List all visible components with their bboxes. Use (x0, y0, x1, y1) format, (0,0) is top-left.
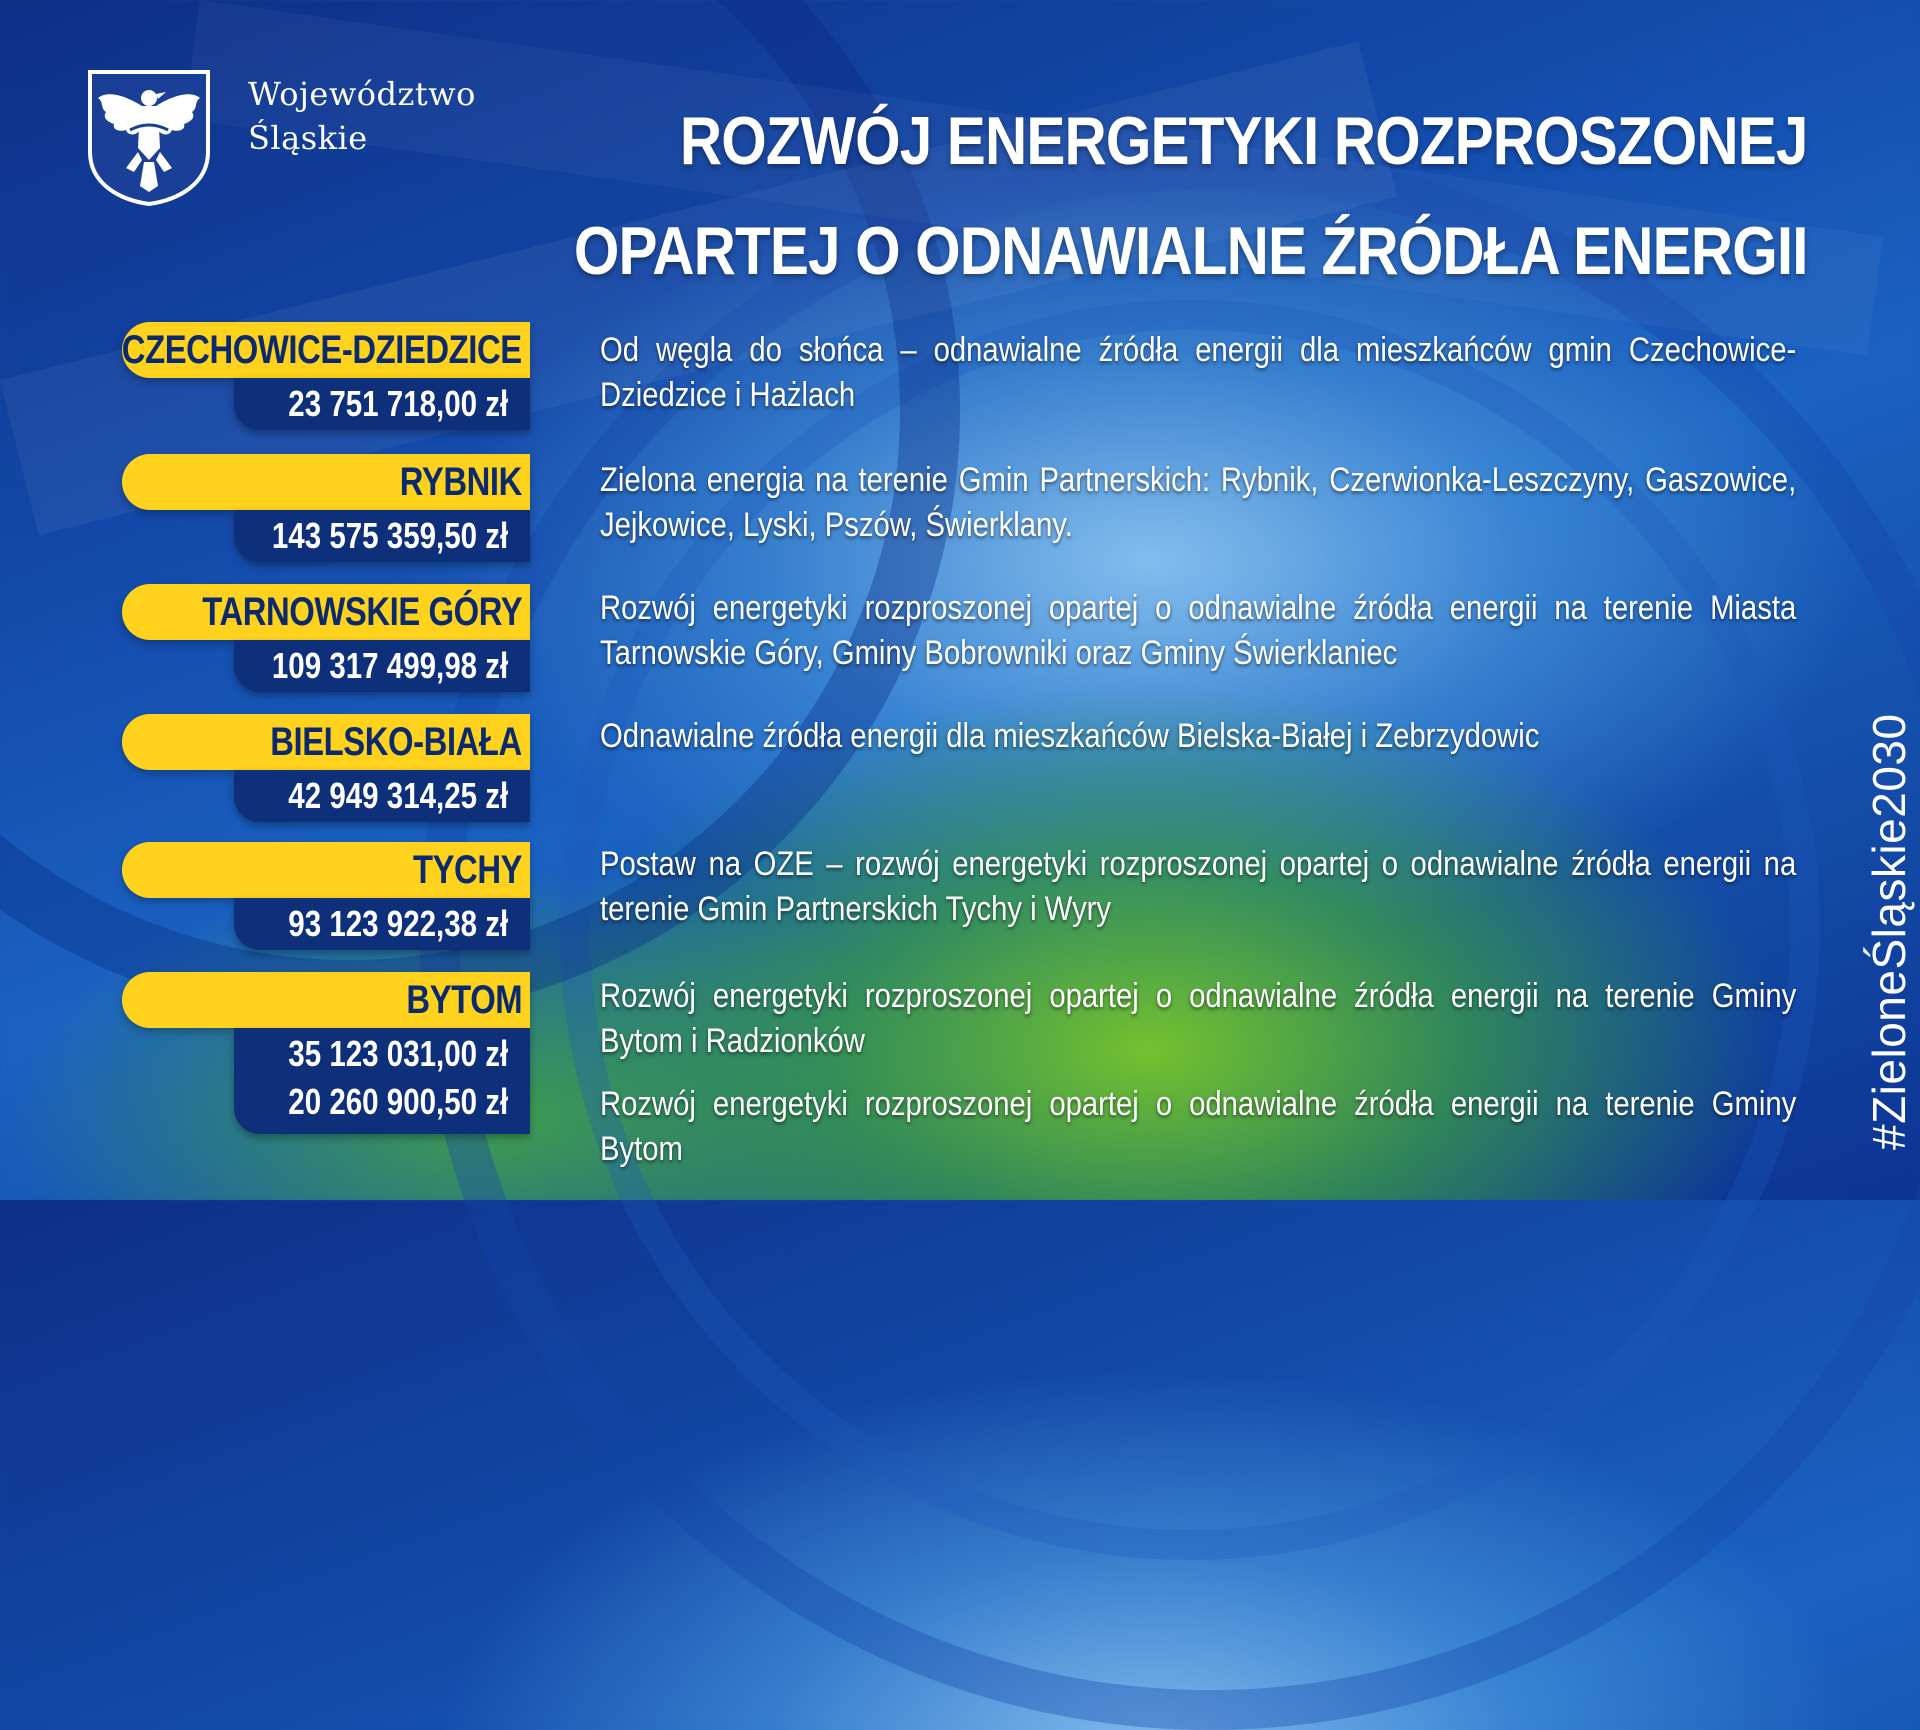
city-label (122, 322, 530, 378)
project-description: Rozwój energetyki rozproszonej opartej o odnawialne źródła energii na terenie Miasta Tarnowskie Góry, Gminy Bobrowniki oraz Gminy Świerklaniec (600, 589, 1797, 672)
amount-value: 109 317 499,98 zł (271, 645, 508, 686)
project-description: Odnawialne źródła energii dla mieszkańców Bielska-Białej i Zebrzydowic (600, 717, 1540, 755)
amount-value: 42 949 314,25 zł (288, 775, 508, 816)
city-name: CZECHOWICE-DZIEDZICE (122, 328, 522, 372)
amount-value: 35 123 031,00 zł (288, 1033, 508, 1074)
project-description: Od węgla do słońca – odnawialne źródła energii dla mieszkańców gmin Czechowice-Dziedzice i Hażlach (600, 331, 1797, 414)
title-line-1: ROZWÓJ ENERGETYKI ROZPROSZONEJ (680, 103, 1809, 179)
city-label (122, 972, 530, 1028)
amount-value: 143 575 359,50 zł (271, 515, 508, 556)
amount-badge (234, 770, 530, 822)
city-label (122, 454, 530, 510)
amount-value: 93 123 922,38 zł (288, 903, 508, 944)
city-name: TYCHY (412, 848, 522, 892)
title-line-2: OPARTEJ O ODNAWIALNE ŹRÓDŁA ENERGII (574, 213, 1808, 289)
project-description: Zielona energia na terenie Gmin Partnerskich: Rybnik, Czerwionka-Leszczyny, Gaszowice, Jejkowice, Lyski, Pszów, Świerklany. (600, 461, 1797, 544)
city-name: BYTOM (406, 978, 522, 1022)
city-name: RYBNIK (399, 460, 522, 504)
amount-badge (234, 1028, 530, 1134)
project-description: Rozwój energetyki rozproszonej opartej o odnawialne źródła energii na terenie Gminy Bytom i Radzionków (600, 977, 1797, 1060)
city-name: BIELSKO-BIAŁA (270, 720, 522, 764)
city-label (122, 584, 530, 640)
city-name: TARNOWSKIE GÓRY (201, 590, 522, 634)
amount-badge (234, 510, 530, 562)
amount-value-2: 20 260 900,50 zł (288, 1081, 508, 1122)
silesian-eagle-icon (86, 68, 212, 206)
page-title (373, 86, 1808, 306)
amount-badge (234, 640, 530, 692)
project-description-2: Rozwój energetyki rozproszonej opartej o odnawialne źródła energii na terenie Gminy Bytom (600, 1085, 1797, 1168)
hashtag: #ZieloneŚląskie2030 (1863, 713, 1915, 1150)
amount-badge (234, 898, 530, 950)
city-label (122, 714, 530, 770)
city-label (122, 842, 530, 898)
amount-value: 23 751 718,00 zł (288, 383, 508, 424)
amount-badge (234, 378, 530, 430)
region-name-line2: Śląskie (248, 119, 368, 157)
project-description: Postaw na OZE – rozwój energetyki rozproszonej opartej o odnawialne źródła energii na terenie Gmin Partnerskich Tychy i Wyry (600, 845, 1797, 928)
region-name-line1: Województwo (248, 75, 476, 113)
